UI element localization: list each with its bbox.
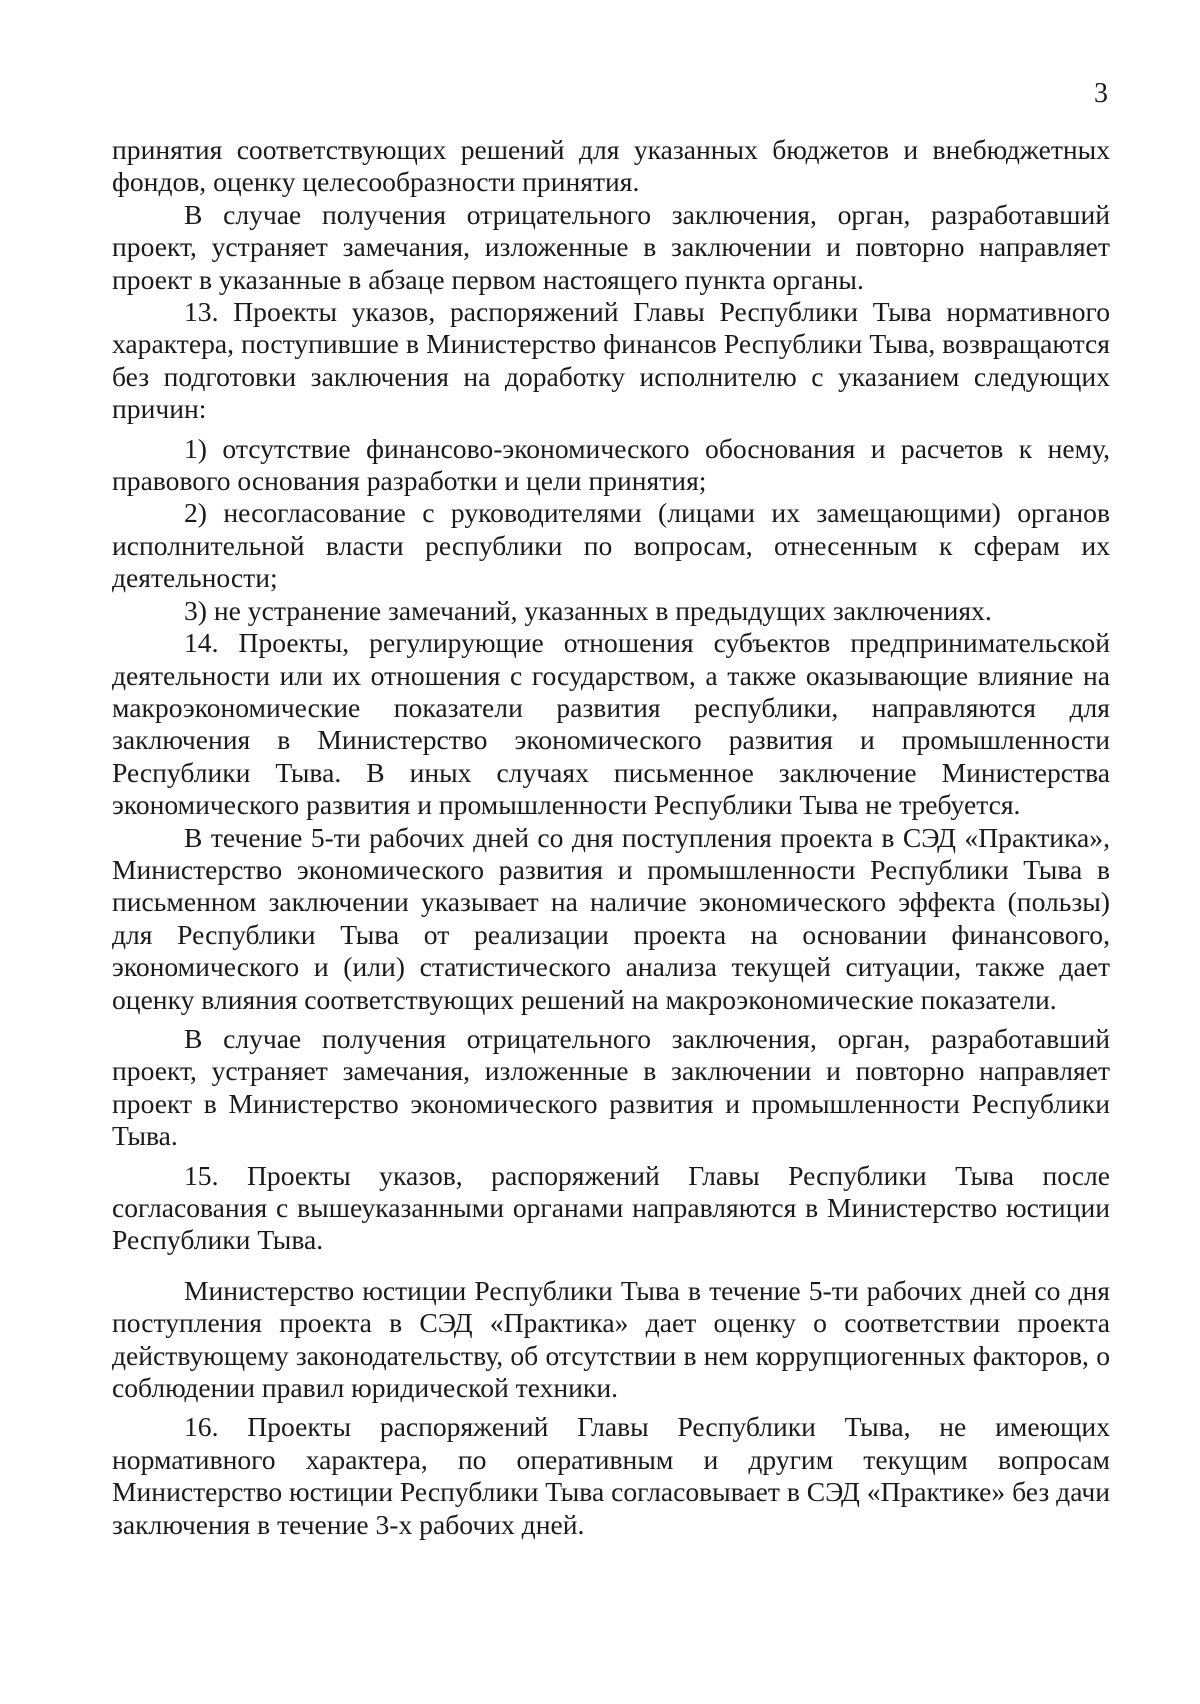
paragraph-item-14-deadline: В течение 5-ти рабочих дней со дня поступления проекта в СЭД «Практика», Министерство экономического развития и промышленности Республики Тыва в письменном заключении указывает на наличие экономического эффекта (пользы) для Республики Тыва от реализации проекта на основании финансового, экономического и (или) статистического анализа текущей ситуации, также дает оценку влияния соответствующих решений на макроэкономические показатели. — [112, 821, 1110, 1015]
paragraph-negative-conclusion-finance: В случае получения отрицательного заключения, орган, разработавший проект, устраняет замечания, изложенные в заключении и повторно направляет проект в указанные в абзаце первом настоящего пункта органы. — [112, 198, 1110, 295]
paragraph-item-13-reason-1: 1) отсутствие финансово-экономического обоснования и расчетов к нему, правового основания разработки и цели принятия; — [112, 432, 1110, 497]
paragraph-item-16: 16. Проекты распоряжений Главы Республики Тыва, не имеющих нормативного характера, по оперативным и другим текущим вопросам Министерство юстиции Республики Тыва согласовывает в СЭД «Практике» без дачи заключения в течение 3-х рабочих дней. — [112, 1411, 1110, 1540]
paragraph-item-13-reason-2: 2) несогласование с руководителями (лицами их замещающими) органов исполнительной власти республики по вопросам, отнесенным к сферам их деятельности; — [112, 497, 1110, 594]
paragraph-continuation: принятия соответствующих решений для указанных бюджетов и внебюджетных фондов, оценку целесообразности принятия. — [112, 134, 1110, 198]
paragraph-item-14: 14. Проекты, регулирующие отношения субъектов предпринимательской деятельности или их отношения с государством, а также оказывающие влияние на макроэкономические показатели развития республики, направляются для заключения в Министерство экономического развития и промышленности Республики Тыва. В иных случаях письменное заключение Министерства экономического развития и промышленности Республики Тыва не требуется. — [112, 627, 1110, 821]
page-number: 3 — [1094, 78, 1108, 109]
paragraph-item-14-negative-conclusion: В случае получения отрицательного заключения, орган, разработавший проект, устраняет замечания, изложенные в заключении и повторно направляет проект в Министерство экономического развития и промышленности Республики Тыва. — [112, 1022, 1110, 1152]
paragraph-item-15-justice-review: Министерство юстиции Республики Тыва в течение 5-ти рабочих дней со дня поступления проекта в СЭД «Практика» дает оценку о соответствии проекта действующему законодательству, об отсутствии в нем коррупциогенных факторов, о соблюдении правил юридической техники. — [112, 1274, 1110, 1404]
paragraph-item-15: 15. Проекты указов, распоряжений Главы Республики Тыва после согласования с вышеуказанными органами направляются в Министерство юстиции Республики Тыва. — [112, 1159, 1110, 1256]
paragraph-item-13: 13. Проекты указов, распоряжений Главы Республики Тыва нормативного характера, поступившие в Министерство финансов Республики Тыва, возвращаются без подготовки заключения на доработку исполнителю с указанием следующих причин: — [112, 296, 1110, 425]
document-body — [112, 134, 1110, 1541]
paragraph-item-13-reason-3: 3) не устранение замечаний, указанных в предыдущих заключениях. — [184, 594, 992, 626]
